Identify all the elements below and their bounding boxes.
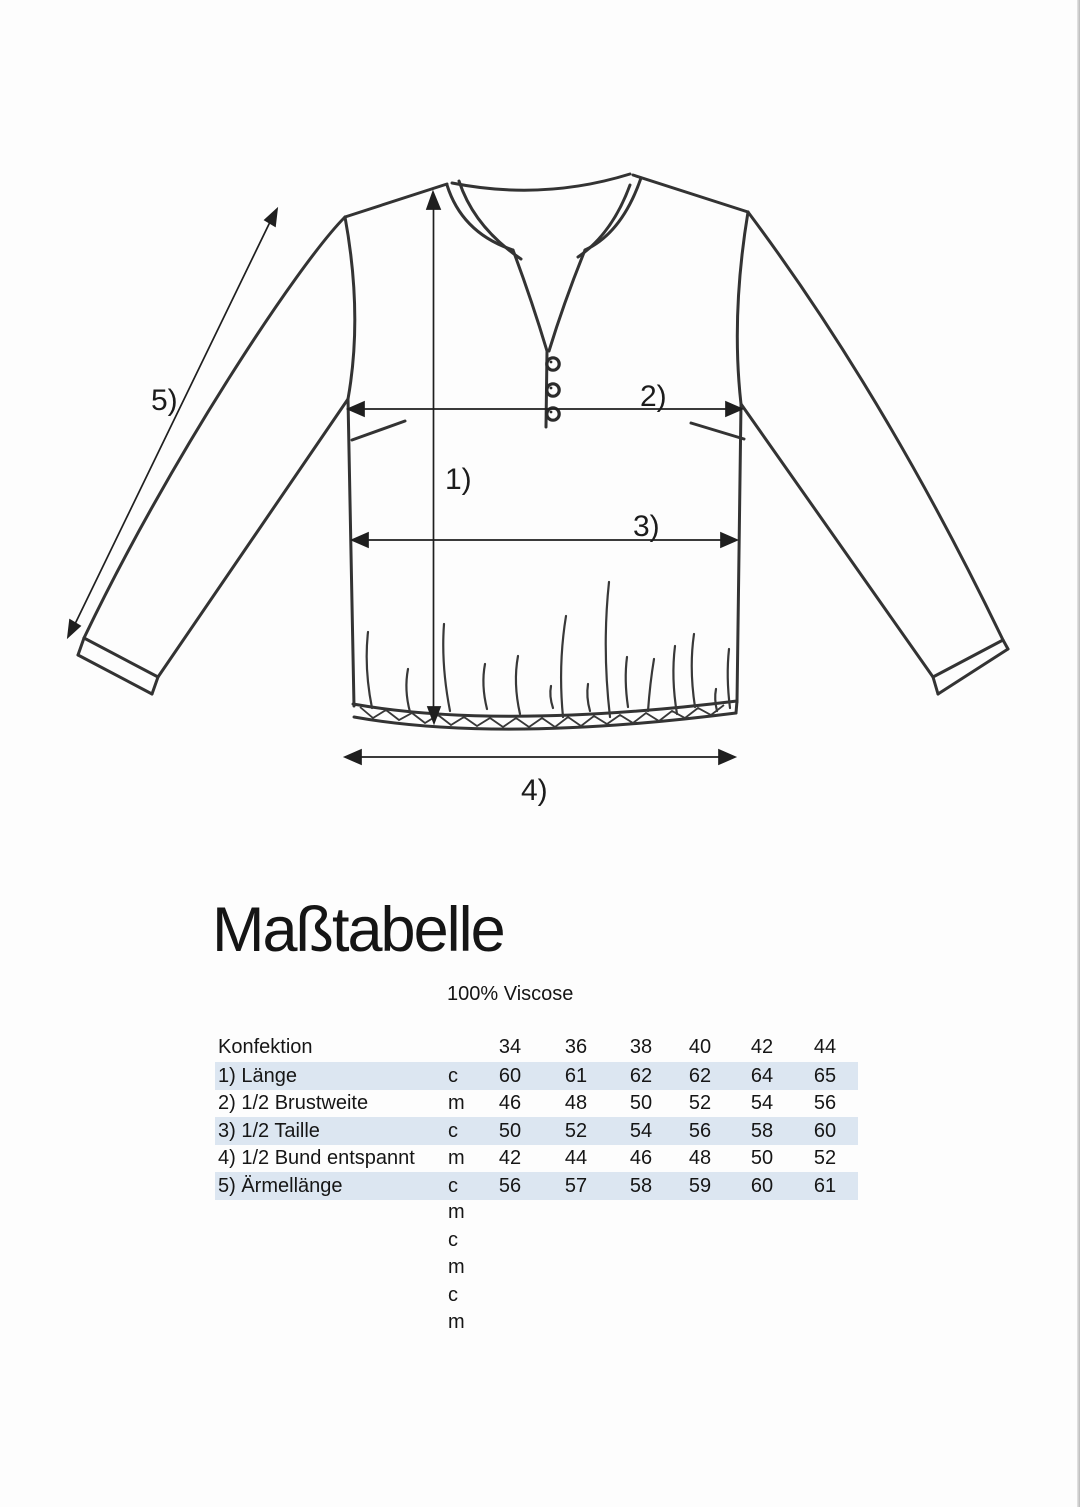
neckband-left-inner (459, 181, 521, 259)
cell: 61 (813, 1174, 837, 1197)
measure-label-1: 1) (445, 463, 472, 496)
cell: 64 (750, 1064, 774, 1087)
cell: 60 (813, 1119, 837, 1142)
table-row-taille (215, 1117, 858, 1145)
measure-label-3: 3) (633, 510, 660, 543)
cell: 65 (813, 1064, 837, 1087)
row-label: 3) 1/2 Taille (218, 1119, 320, 1142)
size-col-36: 36 (564, 1036, 588, 1058)
left-cuff-end (78, 638, 84, 655)
left-dart-line (352, 421, 405, 440)
cell: 58 (629, 1174, 653, 1197)
row-label: 1) Länge (218, 1064, 297, 1087)
button-2 (547, 384, 559, 396)
cell: 60 (498, 1064, 522, 1087)
measure-label-4: 4) (521, 774, 548, 807)
overflow-unit: m (448, 1311, 465, 1333)
right-armhole-seam (737, 212, 748, 404)
cell: 44 (564, 1147, 588, 1169)
right-side-seam (737, 404, 741, 702)
cell: 54 (750, 1092, 774, 1114)
row-unit: c (448, 1064, 458, 1087)
left-sleeve-inner (158, 399, 348, 677)
cell: 62 (629, 1064, 653, 1087)
left-sleeve-outer (84, 217, 345, 638)
cell: 56 (813, 1092, 837, 1114)
overflow-unit: m (448, 1256, 465, 1278)
neckband-left-outer (447, 185, 513, 250)
left-cuff-top (84, 638, 158, 677)
measure-label-2: 2) (640, 380, 667, 413)
unit-overflow-column (448, 1199, 465, 1337)
size-col-40: 40 (688, 1036, 712, 1058)
table-row-bund (215, 1144, 858, 1172)
right-cuff-inner-end (933, 677, 938, 694)
right-sleeve-inner (741, 404, 933, 677)
cell: 52 (564, 1119, 588, 1142)
cell: 61 (564, 1064, 588, 1087)
right-cuff-end (1003, 640, 1008, 649)
right-shoulder-seam (633, 175, 748, 212)
cell: 59 (688, 1174, 712, 1197)
cell: 46 (629, 1147, 653, 1169)
row-label: 4) 1/2 Bund entspannt (218, 1147, 415, 1169)
cell: 52 (813, 1147, 837, 1169)
right-sleeve-outer (748, 212, 1003, 640)
row-unit: c (448, 1174, 458, 1197)
cell: 50 (498, 1119, 522, 1142)
size-col-34: 34 (498, 1036, 522, 1058)
overflow-unit: m (448, 1201, 465, 1223)
page-title: Maßtabelle (212, 895, 504, 965)
cell: 60 (750, 1174, 774, 1197)
size-col-38: 38 (629, 1036, 653, 1058)
cell: 42 (498, 1147, 522, 1169)
cell: 62 (688, 1064, 712, 1087)
placket-buttons (547, 358, 559, 420)
left-cuff-bottom (78, 655, 152, 694)
size-col-44: 44 (813, 1036, 837, 1058)
neckband-right-inner (578, 185, 630, 257)
table-row-brustweite (215, 1089, 858, 1117)
cell: 52 (688, 1092, 712, 1114)
left-side-seam (348, 399, 354, 706)
back-neck-line (452, 174, 630, 190)
fabric-composition: 100% Viscose (447, 983, 574, 1005)
overflow-unit: c (448, 1283, 458, 1306)
row-unit: c (448, 1119, 458, 1142)
cell: 54 (629, 1119, 653, 1142)
overflow-unit: c (448, 1228, 458, 1251)
table-row-aermellaenge (215, 1172, 858, 1200)
cell: 58 (750, 1119, 774, 1142)
arrow-sleeve-5 (68, 209, 277, 637)
hem-gathers (367, 582, 730, 717)
cell: 50 (629, 1092, 653, 1114)
cell: 50 (750, 1147, 774, 1169)
garment-outline (78, 174, 1008, 729)
arrow-hem-4 (345, 750, 735, 764)
cell: 48 (564, 1092, 588, 1114)
arrow-waist-3 (352, 533, 737, 547)
arrow-length-1 (427, 192, 440, 723)
v-notch-right (549, 250, 585, 351)
cell: 56 (498, 1174, 522, 1197)
neckband-right-outer (585, 178, 641, 250)
row-unit: m (448, 1092, 465, 1114)
cell: 46 (498, 1092, 522, 1114)
row-unit: m (448, 1147, 465, 1169)
size-col-42: 42 (750, 1036, 774, 1058)
cell: 48 (688, 1147, 712, 1169)
right-dart-line (691, 423, 744, 439)
size-table-header-row (215, 1033, 858, 1061)
table-row-laenge (215, 1062, 858, 1090)
left-armhole-seam (345, 217, 355, 399)
header-konfektion: Konfektion (218, 1036, 313, 1058)
cell: 57 (564, 1174, 588, 1197)
row-label: 2) 1/2 Brustweite (218, 1092, 369, 1114)
hem-band-right-cap (736, 701, 737, 713)
v-notch-left (513, 250, 547, 351)
measure-label-5: 5) (151, 384, 178, 417)
button-1 (547, 358, 559, 370)
left-cuff-inner-end (152, 677, 158, 694)
row-label: 5) Ärmellänge (218, 1174, 343, 1197)
cell: 56 (688, 1119, 712, 1142)
